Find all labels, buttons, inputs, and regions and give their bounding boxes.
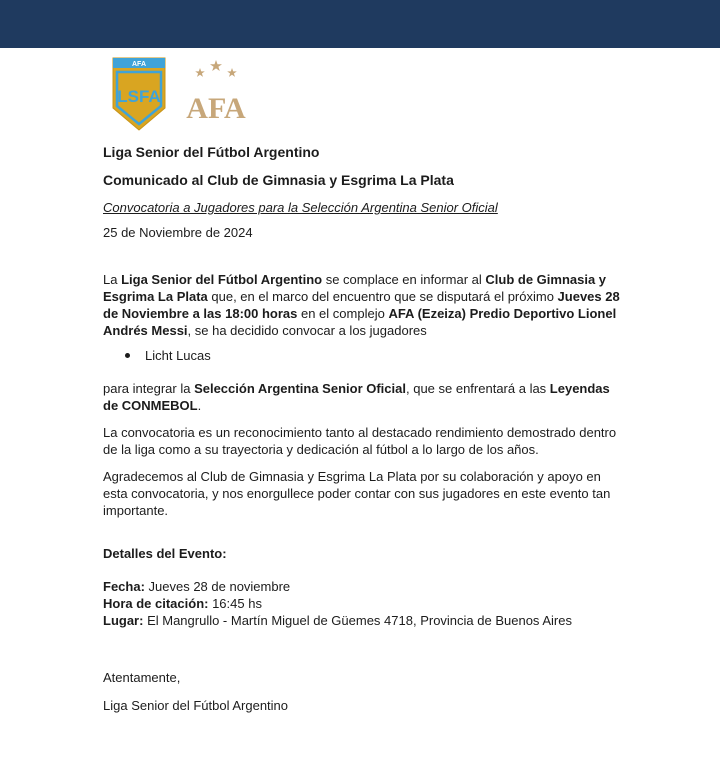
selection-paragraph — [103, 380, 623, 414]
star-icon — [227, 68, 237, 77]
communique-heading: Comunicado al Club de Gimnasia y Esgrima La Plata — [103, 172, 454, 188]
bold-run: AFA (Ezeiza) Predio Deportivo Lionel Andrés Messi — [103, 306, 617, 338]
lsfa-logo-text: LSFA — [117, 87, 161, 106]
bold-run: Leyendas de CONMEBOL — [103, 381, 610, 413]
text-run: , que se enfrentará a las — [405, 381, 550, 396]
text-run: para integrar la — [103, 381, 195, 396]
detail-value: El Mangrullo - Martín Miguel de Güemes 4718, Provincia de Buenos Aires — [143, 613, 572, 628]
event-details-title: Detalles del Evento: — [103, 546, 227, 561]
bold-run: Jueves 28 de Noviembre a las 18:00 horas — [103, 289, 620, 321]
afa-crest-logo — [186, 58, 246, 126]
recognition-paragraph: La convocatoria es un reconocimiento tanto al destacado rendimiento demostrado dentro de la liga como a su trayectoria y dedicación al fútbol a lo largo de los años. — [103, 425, 617, 457]
detail-place — [103, 612, 623, 629]
letter-body — [103, 144, 623, 714]
bold-run: Liga Senior del Fútbol Argentino — [121, 272, 323, 287]
text-run: que, en el marco del encuentro que se disputará el próximo — [207, 289, 558, 304]
text-run: se complace en informar al — [322, 272, 486, 287]
text-run: , se ha decidido convocar a los jugadores — [187, 323, 427, 338]
closing-salutation: Atentamente, — [103, 670, 181, 685]
text-run: . — [197, 398, 202, 413]
text-run: La — [103, 272, 122, 287]
org-heading: Liga Senior del Fútbol Argentino — [103, 144, 320, 160]
bold-run: Club de Gimnasia y Esgrima La Plata — [103, 272, 607, 304]
players-list — [103, 347, 623, 364]
signer-name: Liga Senior del Fútbol Argentino — [103, 698, 289, 713]
detail-date — [103, 578, 623, 595]
afa-logo-text: AFA — [186, 92, 246, 125]
thanks-paragraph: Agradecemos al Club de Gimnasia y Esgrima La Plata por su colaboración y apoyo en esta convocatoria, y nos enorgullece poder contar con sus jugadores en este evento tan importante. — [103, 469, 611, 518]
text-run: en el complejo — [297, 306, 389, 321]
detail-value: Jueves 28 de noviembre — [144, 579, 291, 594]
bold-run: Selección Argentina Senior Oficial — [194, 381, 406, 396]
letter-date: 25 de Noviembre de 2024 — [103, 225, 253, 240]
detail-time — [103, 595, 623, 612]
star-icon — [195, 68, 205, 77]
detail-label: Lugar: — [103, 613, 144, 628]
detail-label: Fecha: — [103, 579, 145, 594]
detail-label: Hora de citación: — [103, 596, 209, 611]
lsfa-shield-logo — [110, 56, 168, 132]
list-item: Licht Lucas — [145, 347, 623, 364]
subject-line: Convocatoria a Jugadores para la Selección Argentina Senior Oficial — [103, 200, 498, 215]
event-details — [103, 578, 623, 629]
intro-paragraph — [103, 271, 623, 339]
lsfa-band-text: AFA — [132, 61, 146, 68]
detail-value: 16:45 hs — [208, 596, 262, 611]
star-icon — [210, 60, 222, 71]
top-header-bar — [0, 0, 720, 48]
